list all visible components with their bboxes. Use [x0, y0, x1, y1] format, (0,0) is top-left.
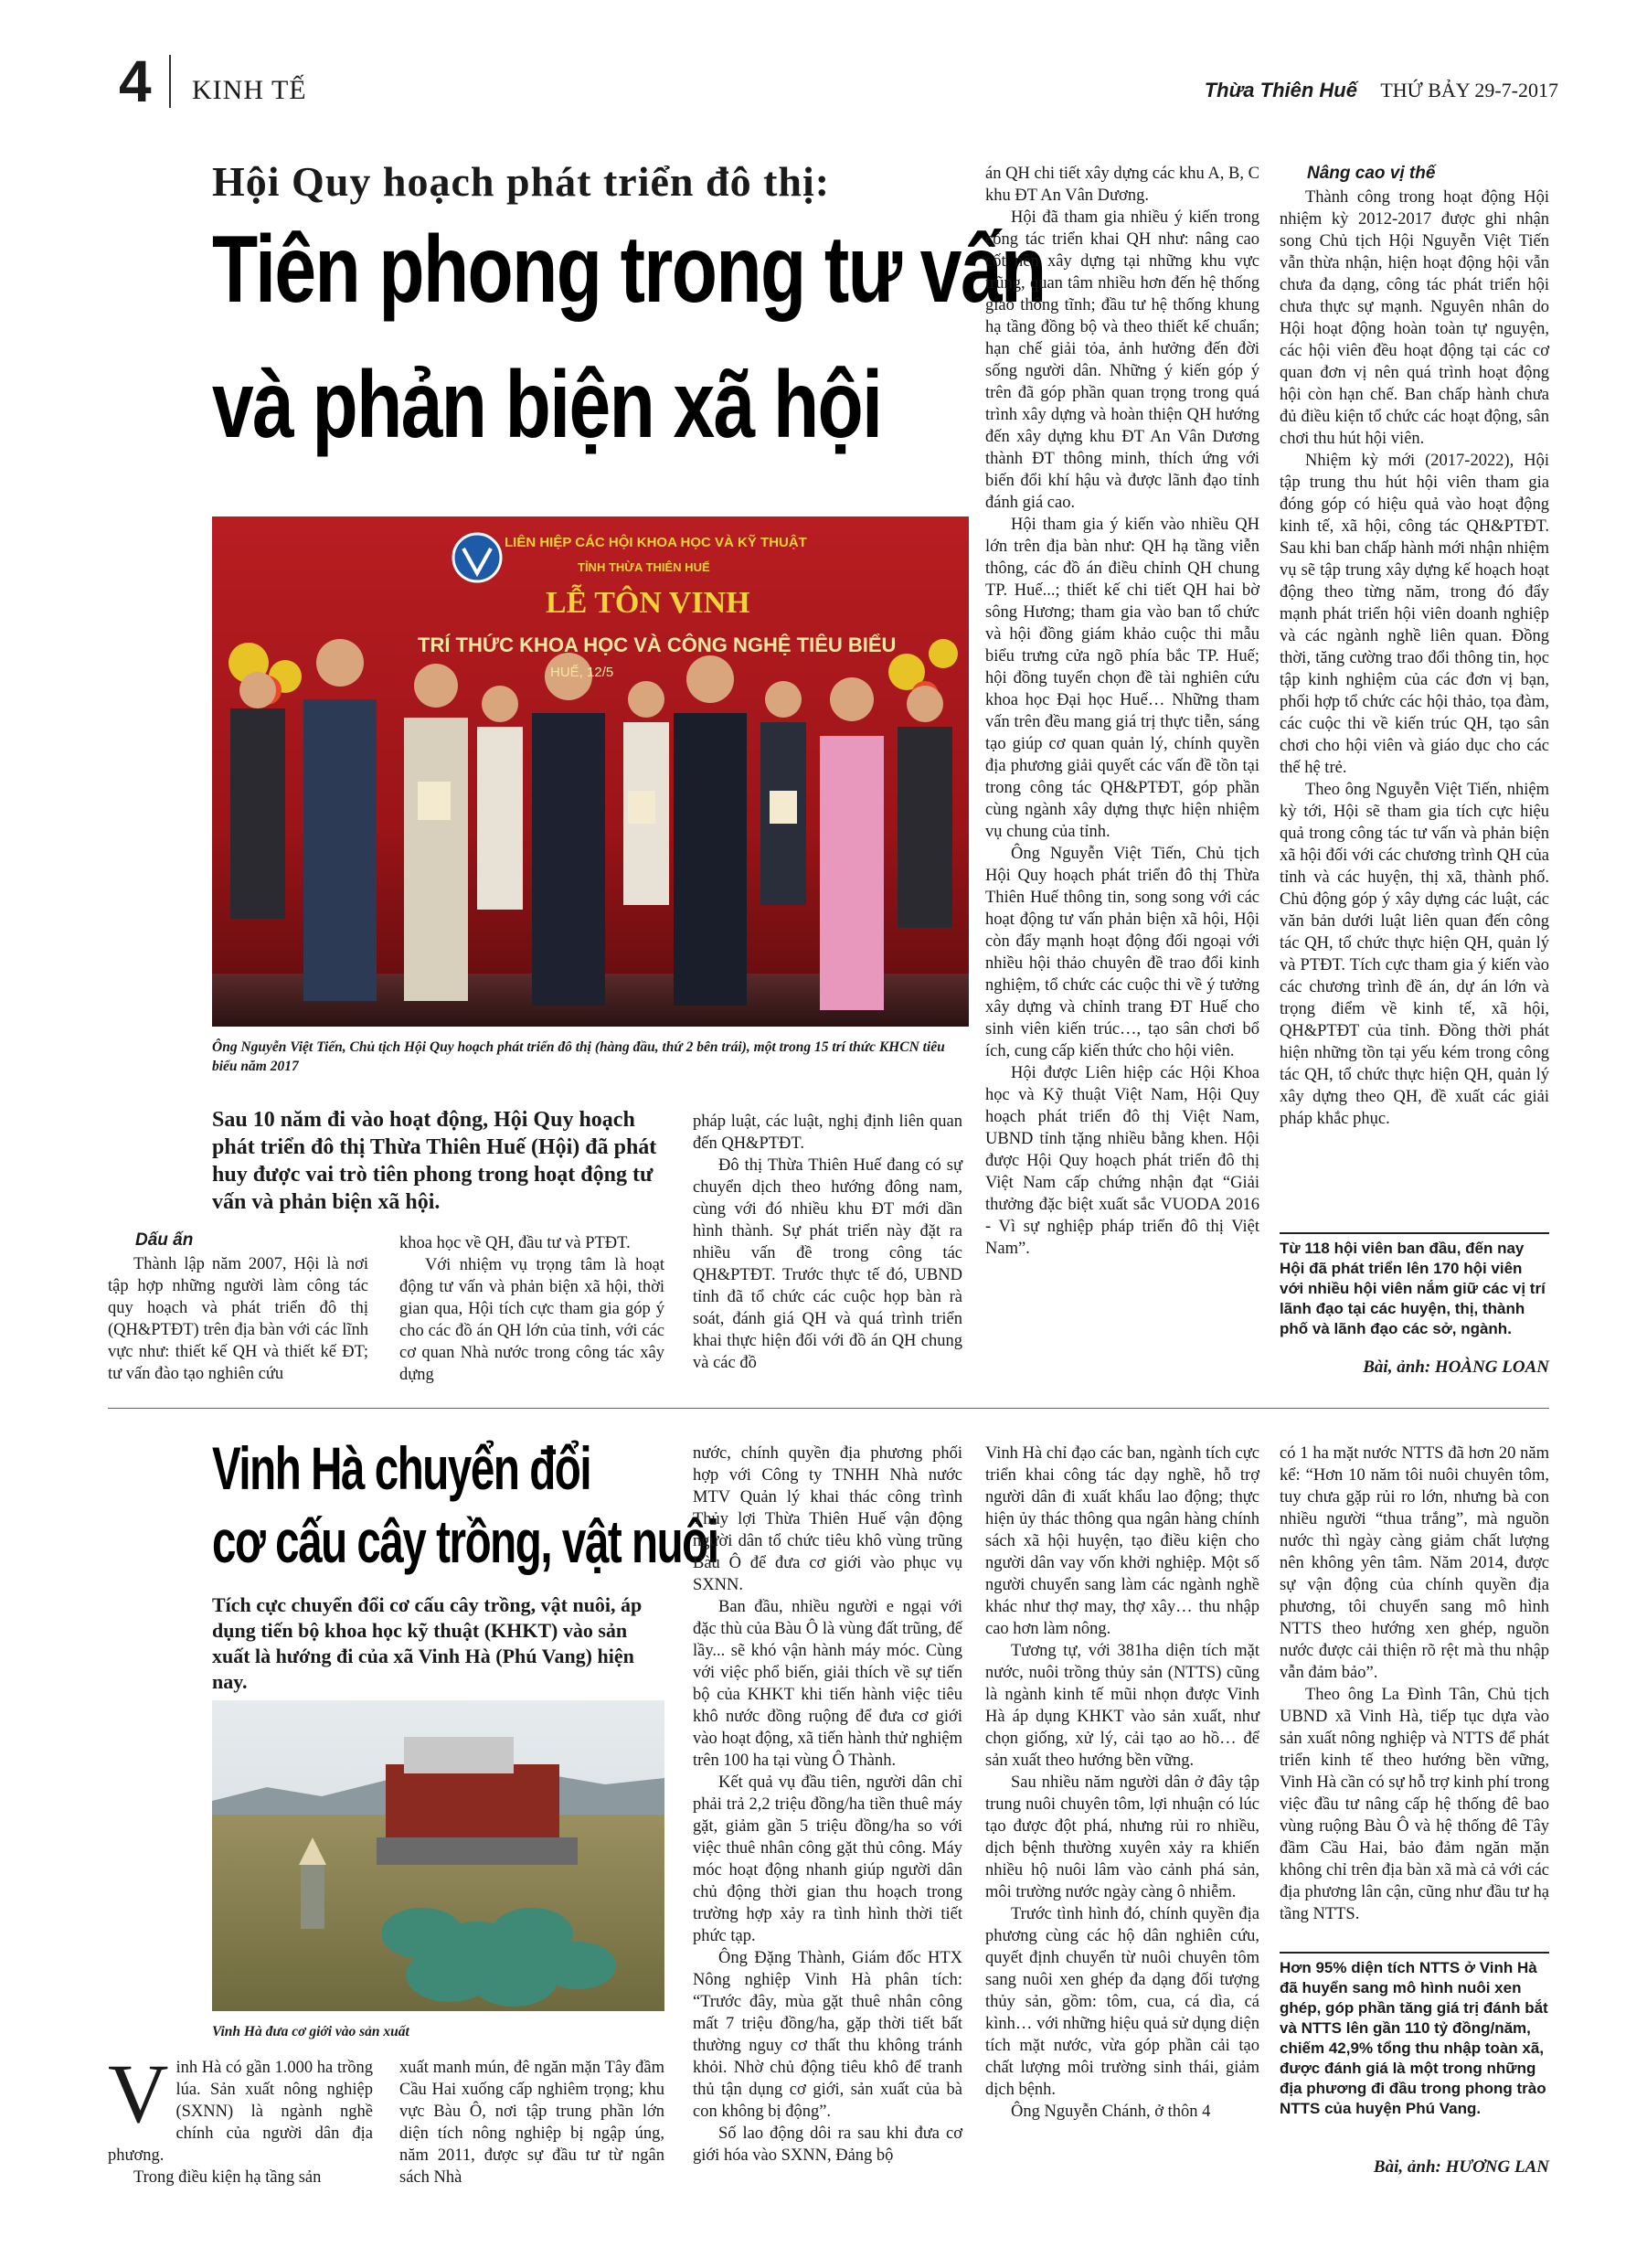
paragraph: Hội đã tham gia nhiều ý kiến trong công tác triển khai QH như: nâng cao cốt nền xây dựng tại những khu vực trũng, quan tâm nhiều hơn đến hệ thống giao thông tĩnh; đầu tư hệ thống khung hạ tầng đồng bộ và theo thiết kế chuẩn; hạn chế giải tỏa, ảnh hưởng đến đời sống người dân. Những ý kiến góp ý trên đã góp phần quan trọng trong quá trình xây dựng và hoàn thiện QH hướng đến xây dựng khu ĐT An Vân Dương thành ĐT thông minh, thích ứng với biến đổi khí hậu và được lãnh đạo tỉnh đánh giá cao.	[985, 208, 1259, 512]
article2-col1	[108, 2047, 373, 2188]
article2-byline: Bài, ảnh: HƯƠNG LAN	[1373, 2157, 1549, 2177]
article1-byline: Bài, ảnh: HOÀNG LOAN	[1363, 1358, 1549, 1377]
article2-title-line2: cơ cấu cây trồng, vật nuôi	[212, 1507, 718, 1575]
header-divider	[169, 55, 171, 108]
article1-caption: Ông Nguyễn Việt Tiến, Chủ tịch Hội Quy hoạch phát triển đô thị (hàng đầu, thứ 2 bên trái), một trong 15 trí thức KHCN tiêu biểu năm 2017	[212, 1039, 945, 1074]
article1-lead: Sau 10 năm đi vào hoạt động, Hội Quy hoạch phát triển đô thị Thừa Thiên Huế (Hội) đã phát huy được vai trò tiên phong trong hoạt động tư vấn và phản biện xã hội.	[212, 1108, 657, 1214]
dropcap: V	[108, 2047, 169, 2140]
banner-event: LỄ TÔN VINH	[546, 586, 750, 620]
article2-col3	[693, 1443, 962, 2167]
paragraph: Thành công trong hoạt động Hội nhiệm kỳ 2012-2017 được ghi nhận song Chủ tịch Hội Nguyễn Việt Tiến vẫn thừa nhận, hiện hoạt động hội vẫn chưa đa dạng, công tác phát triển hội chưa thực sự mạnh. Nguyên nhân do Hội hoạt động hoàn toàn tự nguyện, các hội viên đều hoạt động tại các cơ quan đơn vị nên quá trình hoạt động hội còn hạn chế. Ban chấp hành chưa đủ điều kiện tổ chức các hoạt động, sân chơi thu hút hội viên.	[1280, 188, 1549, 448]
paragraph: có 1 ha mặt nước NTTS đã hơn 20 năm kể: “Hơn 10 năm tôi nuôi chuyên tôm, tuy chưa gặp rủi ro lớn, nhưng bà con nhiều người “thua trắng”, mà nguồn nước thì ngày càng giảm chất lượng nên không yên tâm. Năm 2014, được sự vận động của chính quyền địa phương, tôi chuyển sang mô hình NTTS theo hướng xen ghép, nguồn nước được cải thiện rõ rệt mà thu nhập vẫn đảm bảo”.	[1280, 1444, 1549, 1682]
article1-kicker: Hội Quy hoạch phát triển đô thị:	[212, 158, 831, 205]
paragraph: Hội được Liên hiệp các Hội Khoa học và Kỹ thuật Việt Nam, Hội Quy hoạch phát triển đô thị Việt Nam, UBND tỉnh tặng nhiều bằng khen. Hội được Hội Quy hoạch phát triển đô thị Việt Nam cấp chứng nhận đạt “Giải thưởng đặc biệt xuất sắc VUODA 2016 - Vì sự nghiệp pháp triển đô thị Việt Nam”.	[985, 1064, 1259, 1258]
banner-date: HUẾ, 12/5	[550, 665, 614, 680]
paragraph: Vinh Hà chỉ đạo các ban, ngành tích cực triển khai công tác dạy nghề, hỗ trợ người dân đi xuất khẩu lao động; thực hiện ủy thác thông qua ngân hàng chính sách xã hội huyện, tạo điều kiện cho người dân vay vốn khởi nghiệp. Một số người chuyển sang làm các ngành nghề khác như thợ may, thợ xây… thu nhập cao hơn làm nông.	[985, 1444, 1259, 1638]
paragraph: Ông Đặng Thành, Giám đốc HTX Nông nghiệp Vinh Hà phân tích: “Trước đây, mùa gặt thuê nhân công mất 7 triệu đồng/ha, gặp thời tiết bất thường nguy cơ thất thu không tránh khỏi. Nhờ chủ động tiêu khô để tranh thủ tận dụng cơ giới, sản xuất của bà con không bị động”.	[693, 1949, 962, 2121]
paragraph: Thành lập năm 2007, Hội là nơi tập hợp những người làm công tác quy hoạch và phát triển đô thị (QH&PTĐT) trên địa bàn với các lĩnh vực như: thiết kế QH và thiết kế ĐT; tư vấn đào tạo nghiên cứu	[108, 1255, 368, 1383]
paragraph: inh Hà có gần 1.000 ha trồng lúa. Sản xuất nông nghiệp (SXNN) là ngành nghề chính của người dân địa phương.	[108, 2059, 373, 2165]
paragraph: Ông Nguyễn Chánh, ở thôn 4	[1011, 2103, 1211, 2121]
paragraph: xuất manh mún, đê ngăn mặn Tây đầm Cầu Hai xuống cấp nghiêm trọng; khu vực Bàu Ô, nơi tập trung phần lớn diện tích nông nghiệp bị ngập úng, năm 2011, được sự đầu tư từ ngân sách Nhà	[399, 2059, 664, 2187]
paragraph: Tương tự, với 381ha diện tích mặt nước, nuôi trồng thủy sản (NTTS) cũng là ngành kinh tế mũi nhọn được Vinh Hà áp dụng KHKT vào sản xuất, như chọn giống, xử lý, cải tạo ao hồ… để sản xuất theo hướng bền vững.	[985, 1642, 1259, 1770]
article2-photo	[212, 1700, 664, 2011]
page-header	[119, 48, 1558, 119]
banner-org: LIÊN HIỆP CÁC HỘI KHOA HỌC VÀ KỸ THUẬT	[505, 535, 807, 550]
article1-photo	[212, 516, 969, 1027]
article2-col4	[985, 1443, 1259, 2123]
article2-col2	[399, 2057, 664, 2188]
article2-col5	[1280, 1443, 1549, 1925]
article1-col1	[108, 1230, 368, 1385]
issue-date: THỨ BẢY 29-7-2017	[1380, 79, 1558, 101]
article1-col2	[399, 1232, 664, 1386]
paper-name: Thừa Thiên Huế	[1204, 79, 1357, 101]
article2-boxnote: Hơn 95% diện tích NTTS ở Vinh Hà đã huyển sang mô hình nuôi xen ghép, góp phần tăng giá trị đánh bắt và NTTS lên gần 110 tỷ đồng/năm, chiếm 42,9% tổng thu nhập toàn xã, được đánh giá là một trong những địa phương đi đầu trong phong trào NTTS của huyện Phú Vang.	[1280, 1959, 1548, 2117]
boxnote-rule	[1280, 1232, 1549, 1234]
paragraph: Hội tham gia ý kiến vào nhiều QH lớn trên địa bàn như: QH hạ tầng viễn thông, các đồ án điều chỉnh QH chung TP. Huế...; thiết kế chi tiết QH hai bờ sông Hương; tham gia vào ban tổ chức và hội đồng giám khảo cuộc thi mẫu biểu trưng cửa ngõ phía bắc TP. Huế; hội đồng tuyển chọn đề tài nghiên cứu khoa học Đại học Huế… Những tham vấn trên đều mang giá trị thực tiễn, sáng tạo giúp cơ quan quản lý, chính quyền địa phương giải quyết các vấn đề tồn tại trong công tác QH&PTĐT, góp phần cùng ngành xây dựng thực hiện nhiệm vụ chung của tỉnh.	[985, 516, 1259, 841]
article1-title-line2: và phản biện xã hội	[212, 352, 882, 458]
section-name: KINH TẾ	[192, 75, 307, 105]
banner-province: TỈNH THỪA THIÊN HUẾ	[578, 560, 710, 574]
paragraph: Sau nhiều năm người dân ở đây tập trung nuôi chuyên tôm, lợi nhuận có lúc tạo được đột phá, nhưng rủi ro nhiều, dịch bệnh thường xuyên xảy ra khiến nhiều hộ nuôi lâm vào cảnh phá sản, môi trường nước ngày càng ô nhiễm.	[985, 1773, 1259, 1901]
article1-col3	[693, 1111, 962, 1374]
article2-caption: Vinh Hà đưa cơ giới vào sản xuất	[212, 2024, 409, 2039]
banner-sub: TRÍ THỨC KHOA HỌC VÀ CÔNG NGHỆ TIÊU BIỂU	[418, 634, 897, 656]
article1-col4	[985, 163, 1259, 1260]
paragraph: Đô thị Thừa Thiên Huế đang có sự chuyển dịch theo hướng đông nam, cùng với đó nhiều khu ĐT mới dần hình thành. Sự phát triển này đặt ra nhiều vấn đề trong công tác QH&PTĐT. Trước thực tế đó, UBND tỉnh đã tổ chức các cuộc họp bàn rà soát, đánh giá QH và quá trình triển khai thực hiện đối với đồ án QH chung và các đồ	[693, 1156, 962, 1372]
paragraph: nước, chính quyền địa phương phối hợp với Công ty TNHH Nhà nước MTV Quản lý khai thác công trình Thủy lợi Thừa Thiên Huế vận động người dân tổ chức tiêu khô vùng trũng Bàu Ô để đưa cơ giới vào phục vụ SXNN.	[693, 1444, 962, 1594]
article1-boxnote: Từ 118 hội viên ban đầu, đến nay Hội đã phát triển lên 170 hội viên với nhiều hội viên nắm giữ các vị trí lãnh đạo tại các huyện, thị, thành phố và lãnh đạo các sở, ngành.	[1280, 1240, 1546, 1337]
page-number: 4	[119, 48, 152, 114]
paragraph: Theo ông La Đình Tân, Chủ tịch UBND xã Vinh Hà, tiếp tục dựa vào sản xuất nông nghiệp và NTTS để phát triển kinh tế theo hướng bền vững, Vinh Hà cần có sự hỗ trợ kinh phí trong việc đầu tư nâng cấp hệ thống đê bao vùng ruộng Bàu Ô và hệ thống đê Tây đầm Cầu Hai, bảo đảm ngăn mặn không chỉ trên địa bàn xã mà cả với các địa phương lân cận, cũng như đầu tư hạ tầng NTTS.	[1280, 1686, 1549, 1923]
paragraph: khoa học về QH, đầu tư và PTĐT.	[399, 1234, 631, 1252]
subhead-dau-an: Dấu ấn	[135, 1230, 194, 1250]
article-divider	[108, 1408, 1549, 1409]
article1-col5	[1280, 163, 1549, 1130]
paragraph: Ban đầu, nhiều người e ngại với đặc thù của Bàu Ô là vùng đất trũng, đế lầy... sẽ khó vận hành máy móc. Cùng với việc phổ biến, giải thích về sự tiến bộ của KHKT khi tiến hành việc tiêu khô nước đồng ruộng để đưa cơ giới vào hoạt động, xã tiến hành thử nghiệm trên 100 ha tại vùng Ô Thành.	[693, 1598, 962, 1770]
paragraph: Số lao động dôi ra sau khi đưa cơ giới hóa vào SXNN, Đảng bộ	[693, 2124, 962, 2165]
paragraph: pháp luật, các luật, nghị định liên quan đến QH&PTĐT.	[693, 1113, 962, 1153]
paragraph: Nhiệm kỳ mới (2017-2022), Hội tập trung thu hút hội viên tham gia đóng góp có hiệu quả vào hoạt động kinh tế, xã hội, công tác QH&PTĐT. Sau khi ban chấp hành mới nhận nhiệm vụ sẽ tập trung xây dựng kế hoạch hoạt động theo từng năm, trong đó đẩy mạnh phát triển hội viên doanh nghiệp và các ngành nghề liên quan. Đồng thời, tăng cường trao đổi thông tin, học tập kinh nghiệm của các đơn vị bạn, phối hợp tổ chức các hội thảo, tọa đàm, các cuộc thi về kiến trúc QH, tạo sân chơi cho hội viên và giáo dục cho các thế hệ trẻ.	[1280, 452, 1549, 777]
paragraph: Với nhiệm vụ trọng tâm là hoạt động tư vấn và phản biện xã hội, thời gian qua, Hội tích cực tham gia góp ý cho các đồ án QH lớn của tỉnh, với các cơ quan Nhà nước trong công tác xây dựng	[399, 1256, 664, 1384]
article2-title-line1: Vinh Hà chuyển đổi	[212, 1434, 591, 1502]
paragraph: Trước tình hình đó, chính quyền địa phương cùng các hộ dân nghiên cứu, quyết định chuyển từ nuôi chuyên tôm sang nuôi xen ghép đa dạng đối tượng thủy sản, gồm: tôm, cua, cá dìa, cá kình… với những hiệu quả sử dụng diện tích mặt nước, vừa góp phần cải tạo chất lượng môi trường sinh thái, giảm dịch bệnh.	[985, 1905, 1259, 2099]
harvester-photo	[212, 1700, 664, 2011]
paragraph: Trong điều kiện hạ tầng sản	[133, 2168, 322, 2187]
subhead-nang-cao: Nâng cao vị thế	[1307, 164, 1436, 183]
paragraph: án QH chi tiết xây dựng các khu A, B, C khu ĐT An Vân Dương.	[985, 165, 1259, 205]
paragraph: Kết quả vụ đầu tiên, người dân chỉ phải trả 2,2 triệu đồng/ha tiền thuê máy gặt, giảm gần 5 triệu đồng/ha so với việc thuê nhân công gặt thủ công. Máy móc hoạt động nhanh giúp người dân chủ động thời gian thu hoạch trong trường hợp xảy ra tình hình thời tiết phức tạp.	[693, 1773, 962, 1945]
paragraph: Theo ông Nguyễn Việt Tiến, nhiệm kỳ tới, Hội sẽ tham gia tích cực hiệu quả trong công tác tư vấn và phản biện xã hội đối với các chương trình QH của tỉnh và các huyện, thị xã, thành phố. Chủ động góp ý xây dựng các luật, các văn bản dưới luật liên quan đến công tác QH, tổ chức thực hiện QH, quản lý và PTĐT. Tích cực tham gia ý kiến vào các chương trình đề án, dự án lớn và trọng điểm về kinh tế, xã hội, QH&PTĐT của tỉnh. Đồng thời phát hiện những tồn tại yếu kém trong công tác QH, tổ chức thực hiện QH, quản lý xây dựng theo QH, đề xuất các giải pháp khắc phục.	[1280, 781, 1549, 1128]
boxnote-rule	[1280, 1952, 1549, 1954]
paragraph: Ông Nguyễn Việt Tiến, Chủ tịch Hội Quy hoạch phát triển đô thị Thừa Thiên Huế thông tin, song song với các hoạt động tư vấn phản biện xã hội, Hội còn đẩy mạnh hoạt động đối ngoại với nhiều hội thảo chuyên đề trao đổi kinh nghiệm, tổ chức các cuộc thi về ý tưởng xây dựng và chỉnh trang ĐT Huế cho sinh viên kiến trúc…, tạo sân chơi bổ ích, cung cấp kiến thức cho hội viên.	[985, 845, 1259, 1060]
article2-lead: Tích cực chuyển đổi cơ cấu cây trồng, vật nuôi, áp dụng tiến bộ khoa học kỹ thuật (KHKT) vào sản xuất là hướng đi của xã Vinh Hà (Phú Vang) hiện nay.	[212, 1593, 643, 1693]
article1-title-line1: Tiên phong trong tư vấn	[212, 217, 1046, 323]
